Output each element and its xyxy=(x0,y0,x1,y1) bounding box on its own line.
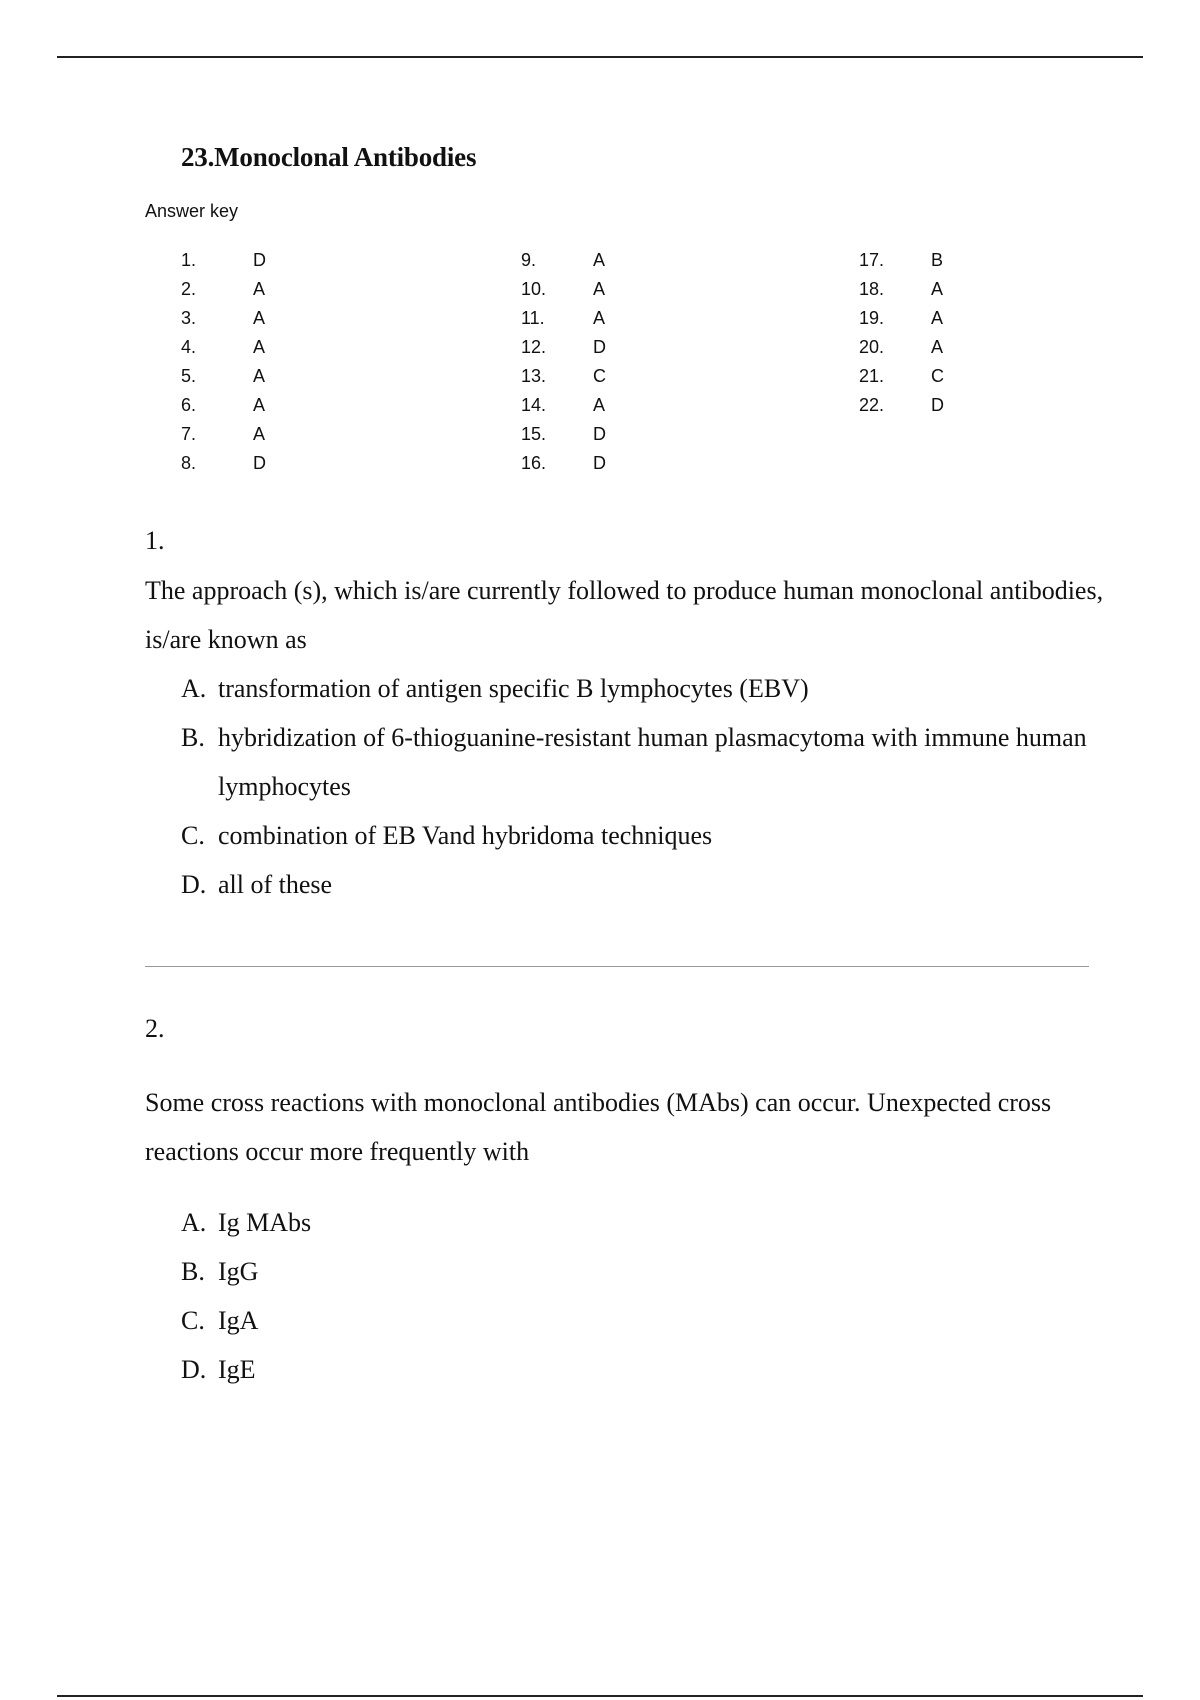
option-text: Ig MAbs xyxy=(218,1208,312,1237)
answer-key-number: 10. xyxy=(521,279,547,299)
answer-key-column-2 xyxy=(521,246,631,478)
option-text: IgA xyxy=(218,1306,259,1335)
answer-key-row xyxy=(521,333,631,362)
question-1-options xyxy=(181,664,1101,909)
option-text: IgE xyxy=(218,1355,256,1384)
answer-key-answer: A xyxy=(253,337,266,357)
answer-key-row xyxy=(181,420,291,449)
question-1-option-b xyxy=(181,713,1101,811)
answer-key-number: 19. xyxy=(859,308,885,328)
question-1-number: 1. xyxy=(145,526,165,555)
answer-key-row xyxy=(181,246,291,275)
answer-key-number: 18. xyxy=(859,279,885,299)
answer-key-row xyxy=(181,275,291,304)
option-letter: D. xyxy=(181,1355,207,1384)
question-separator xyxy=(145,966,1089,967)
answer-key-answer: A xyxy=(593,250,606,270)
question-1-text: The approach (s), which is/are currently followed to produce human monoclonal antibodies, is/are known as xyxy=(145,576,1104,654)
answer-key-label: Answer key xyxy=(145,201,239,221)
option-letter: D. xyxy=(181,870,207,899)
answer-key-answer: A xyxy=(253,366,266,386)
answer-key-number: 22. xyxy=(859,395,885,415)
answer-key-number: 9. xyxy=(521,250,537,270)
answer-key-number: 7. xyxy=(181,424,197,444)
answer-key-answer: D xyxy=(593,337,606,357)
answer-key-row xyxy=(181,304,291,333)
answer-key-row xyxy=(859,246,969,275)
answer-key-number: 13. xyxy=(521,366,547,386)
answer-key-row xyxy=(859,333,969,362)
page-top-rule xyxy=(57,56,1143,58)
answer-key-number: 6. xyxy=(181,395,197,415)
option-letter: A. xyxy=(181,1208,207,1237)
answer-key-row xyxy=(521,362,631,391)
answer-key-answer: D xyxy=(593,424,606,444)
answer-key-row xyxy=(521,275,631,304)
answer-key-column-3 xyxy=(859,246,969,420)
answer-key-number: 1. xyxy=(181,250,197,270)
page-bottom-rule xyxy=(57,1695,1143,1697)
answer-key-number: 15. xyxy=(521,424,547,444)
answer-key-row xyxy=(521,246,631,275)
answer-key-number: 5. xyxy=(181,366,197,386)
answer-key-number: 17. xyxy=(859,250,885,270)
answer-key-answer: D xyxy=(593,453,606,473)
answer-key-answer: A xyxy=(931,337,944,357)
question-1-option-c xyxy=(181,811,1101,860)
answer-key-row xyxy=(859,304,969,333)
question-2-options xyxy=(181,1198,1101,1394)
answer-key-answer: A xyxy=(593,308,606,328)
question-2-option-a xyxy=(181,1198,1101,1247)
option-letter: A. xyxy=(181,674,207,703)
answer-key-number: 4. xyxy=(181,337,197,357)
answer-key-answer: A xyxy=(593,395,606,415)
answer-key-number: 2. xyxy=(181,279,197,299)
answer-key-answer: A xyxy=(253,279,266,299)
answer-key-number: 3. xyxy=(181,308,197,328)
answer-key-answer: A xyxy=(593,279,606,299)
answer-key-number: 20. xyxy=(859,337,885,357)
question-2-number: 2. xyxy=(145,1014,165,1043)
answer-key-answer: D xyxy=(931,395,944,415)
option-letter: B. xyxy=(181,1257,205,1286)
document-title: 23.Monoclonal Antibodies xyxy=(181,142,477,172)
answer-key-row xyxy=(181,362,291,391)
question-1-option-a xyxy=(181,664,1101,713)
answer-key-answer: A xyxy=(931,279,944,299)
option-text: all of these xyxy=(218,870,333,899)
answer-key-row xyxy=(859,391,969,420)
answer-key-row xyxy=(181,449,291,478)
option-letter: C. xyxy=(181,821,205,850)
answer-key-answer: A xyxy=(253,395,266,415)
option-text: hybridization of 6-thioguanine-resistant human plasmacytoma with immune human lymphocytes xyxy=(218,723,1087,801)
question-2-text: Some cross reactions with monoclonal antibodies (MAbs) can occur. Unexpected cross reactions occur more frequently with xyxy=(145,1088,1052,1166)
answer-key-row xyxy=(859,362,969,391)
question-2-option-b xyxy=(181,1247,1101,1296)
answer-key-number: 14. xyxy=(521,395,547,415)
answer-key-number: 21. xyxy=(859,366,885,386)
option-text: combination of EB Vand hybridoma techniques xyxy=(218,821,713,850)
answer-key-answer: B xyxy=(931,250,944,270)
question-2-option-c xyxy=(181,1296,1101,1345)
answer-key-answer: A xyxy=(931,308,944,328)
answer-key-column-1 xyxy=(181,246,291,478)
answer-key-row xyxy=(181,391,291,420)
option-text: IgG xyxy=(218,1257,259,1286)
answer-key-answer: C xyxy=(931,366,944,386)
answer-key-answer: A xyxy=(253,424,266,444)
question-2-option-d xyxy=(181,1345,1101,1394)
option-letter: B. xyxy=(181,723,205,752)
option-text: transformation of antigen specific B lymphocytes (EBV) xyxy=(218,674,809,703)
answer-key-number: 11. xyxy=(521,308,545,328)
answer-key-row xyxy=(859,275,969,304)
answer-key-row xyxy=(521,420,631,449)
question-1-option-d xyxy=(181,860,1101,909)
answer-key-number: 8. xyxy=(181,453,197,473)
answer-key-answer: D xyxy=(253,453,266,473)
answer-key-row xyxy=(521,449,631,478)
answer-key-row xyxy=(181,333,291,362)
option-letter: C. xyxy=(181,1306,205,1335)
answer-key-number: 16. xyxy=(521,453,547,473)
answer-key-row xyxy=(521,304,631,333)
answer-key-answer: A xyxy=(253,308,266,328)
answer-key-answer: D xyxy=(253,250,266,270)
answer-key-answer: C xyxy=(593,366,606,386)
answer-key-row xyxy=(521,391,631,420)
answer-key-number: 12. xyxy=(521,337,547,357)
